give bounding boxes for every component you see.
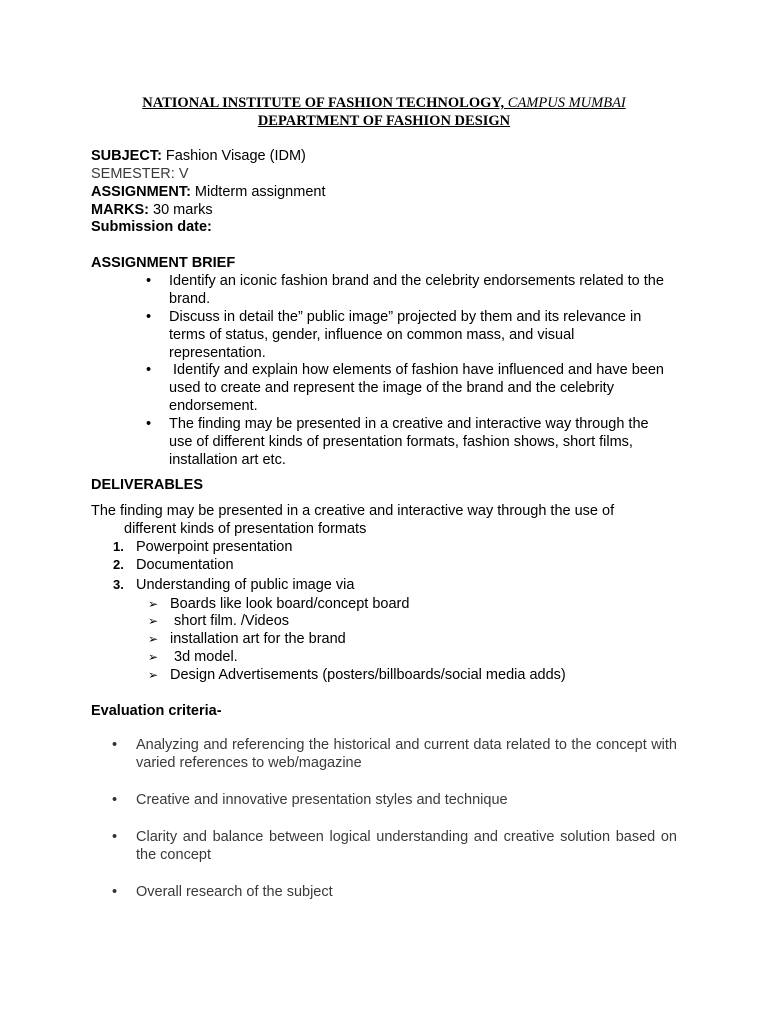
sub-deliverable-item: 3d model. bbox=[170, 649, 238, 665]
evaluation-item: Analyzing and referencing the historical and current data related to the concept with varied references to web/magazine bbox=[136, 737, 677, 771]
deliverable-item: Powerpoint presentation bbox=[136, 539, 293, 555]
deliverables-heading: DELIVERABLES bbox=[91, 477, 203, 493]
arrow-bullet-icon: ➢ bbox=[148, 632, 159, 646]
bullet-icon: • bbox=[112, 792, 118, 808]
brief-item: The finding may be presented in a creative and interactive way through the use of different kinds of presentation formats, fashion shows, short films, installation art etc. bbox=[169, 416, 649, 468]
sub-deliverable-item: short film. /Videos bbox=[170, 613, 290, 629]
subject-label: SUBJECT: bbox=[91, 148, 162, 164]
bullet-icon: • bbox=[112, 829, 118, 845]
arrow-bullet-icon: ➢ bbox=[148, 668, 159, 682]
bullet-icon: • bbox=[146, 273, 152, 289]
department-title: DEPARTMENT OF FASHION DESIGN bbox=[257, 113, 511, 129]
evaluation-heading: Evaluation criteria- bbox=[91, 703, 222, 719]
marks-line bbox=[91, 201, 213, 219]
marks-label: MARKS: bbox=[91, 202, 149, 218]
bullet-icon: • bbox=[146, 362, 152, 378]
bullet-icon: • bbox=[112, 737, 118, 753]
sub-deliverable-item: installation art for the brand bbox=[170, 631, 346, 647]
marks-value: 30 marks bbox=[149, 202, 213, 218]
evaluation-item: Creative and innovative presentation styles and technique bbox=[136, 792, 508, 808]
list-number: 3. bbox=[113, 577, 124, 592]
bullet-icon: • bbox=[146, 309, 152, 325]
assignment-label: ASSIGNMENT: bbox=[91, 184, 191, 200]
assignment-line bbox=[91, 183, 325, 201]
institute-name: NATIONAL INSTITUTE OF FASHION TECHNOLOGY, bbox=[142, 95, 508, 111]
campus-name: CAMPUS MUMBAI bbox=[507, 95, 626, 111]
sub-deliverable-item: Design Advertisements (posters/billboards/social media adds) bbox=[170, 667, 566, 683]
subject-value: Fashion Visage (IDM) bbox=[161, 148, 306, 164]
bullet-icon: • bbox=[146, 416, 152, 432]
list-number: 1. bbox=[113, 539, 124, 554]
brief-item: Discuss in detail the” public image” projected by them and its relevance in terms of status, gender, influence on common mass, and visual representation. bbox=[169, 309, 642, 361]
evaluation-item: Clarity and balance between logical understanding and creative solution based on the concept bbox=[136, 829, 677, 863]
deliverable-item: Documentation bbox=[136, 557, 234, 573]
list-number: 2. bbox=[113, 557, 124, 572]
arrow-bullet-icon: ➢ bbox=[148, 597, 159, 611]
sub-deliverable-item: Boards like look board/concept board bbox=[170, 596, 410, 612]
evaluation-item: Overall research of the subject bbox=[136, 884, 333, 900]
deliverable-item: Understanding of public image via bbox=[136, 577, 355, 593]
brief-item: Identify and explain how elements of fashion have influenced and have been used to create and represent the image of the brand and the celebrity endorsement. bbox=[169, 362, 668, 414]
submission-date-label: Submission date: bbox=[91, 219, 212, 235]
semester-line: SEMESTER: V bbox=[91, 166, 189, 182]
arrow-bullet-icon: ➢ bbox=[148, 614, 159, 628]
arrow-bullet-icon: ➢ bbox=[148, 650, 159, 664]
bullet-icon: • bbox=[112, 884, 118, 900]
subject-line bbox=[91, 147, 306, 165]
brief-item: Identify an iconic fashion brand and the celebrity endorsements related to the brand. bbox=[169, 273, 664, 307]
deliverables-intro-line2: different kinds of presentation formats bbox=[124, 521, 367, 537]
institute-title bbox=[0, 94, 768, 112]
assignment-brief-heading: ASSIGNMENT BRIEF bbox=[91, 255, 236, 271]
assignment-value: Midterm assignment bbox=[190, 184, 326, 200]
deliverables-intro-line1: The finding may be presented in a creative and interactive way through the use of bbox=[91, 503, 615, 519]
